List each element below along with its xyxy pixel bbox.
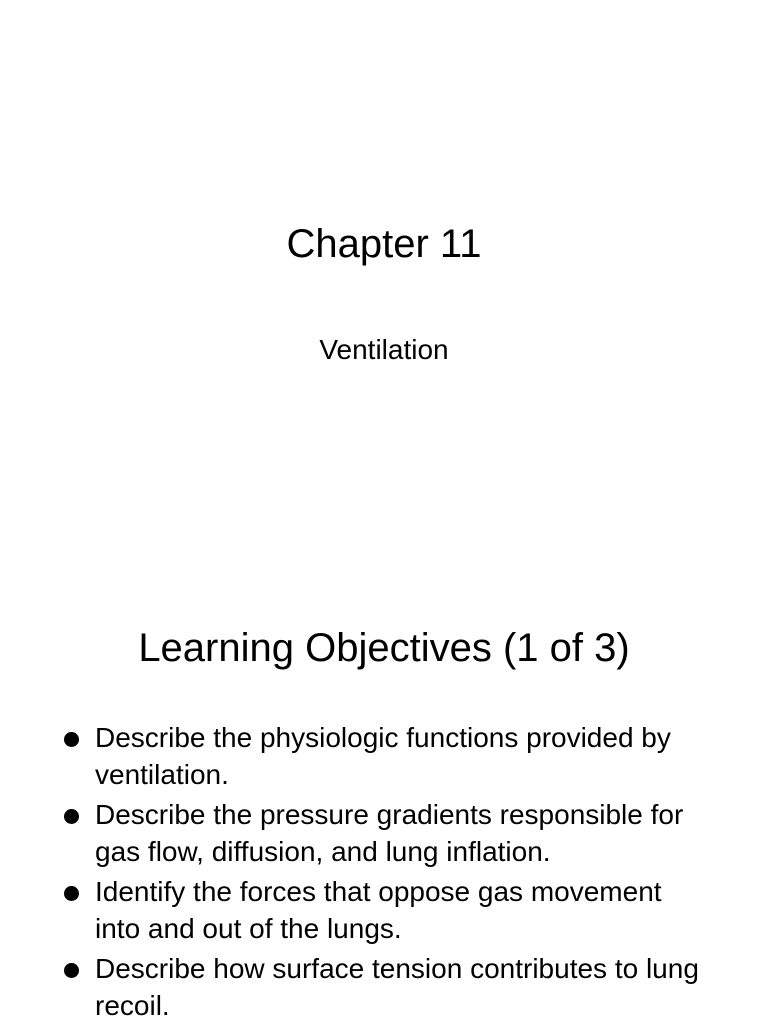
bullet-icon [64,963,79,978]
objectives-slide [0,576,768,1024]
chapter-subtitle: Ventilation [319,334,449,365]
objective-text: Describe how surface tension contributes to lung recoil. [95,953,699,1021]
bullet-icon [64,809,79,824]
objective-text: Describe the physiologic functions provided by ventilation. [95,722,671,790]
chapter-title: Chapter 11 [286,222,482,266]
objective-text: Describe the pressure gradients responsible for gas flow, diffusion, and lung inflation. [95,799,684,867]
objective-text: Identify the forces that oppose gas movement into and out of the lungs. [95,876,662,944]
bullet-icon [64,732,79,747]
objective-item [62,950,712,1024]
objectives-title: Learning Objectives (1 of 3) [138,626,630,670]
objectives-list [62,719,712,1027]
bullet-icon [64,886,79,901]
objective-item [62,719,712,793]
objective-item [62,796,712,870]
objective-item [62,873,712,947]
